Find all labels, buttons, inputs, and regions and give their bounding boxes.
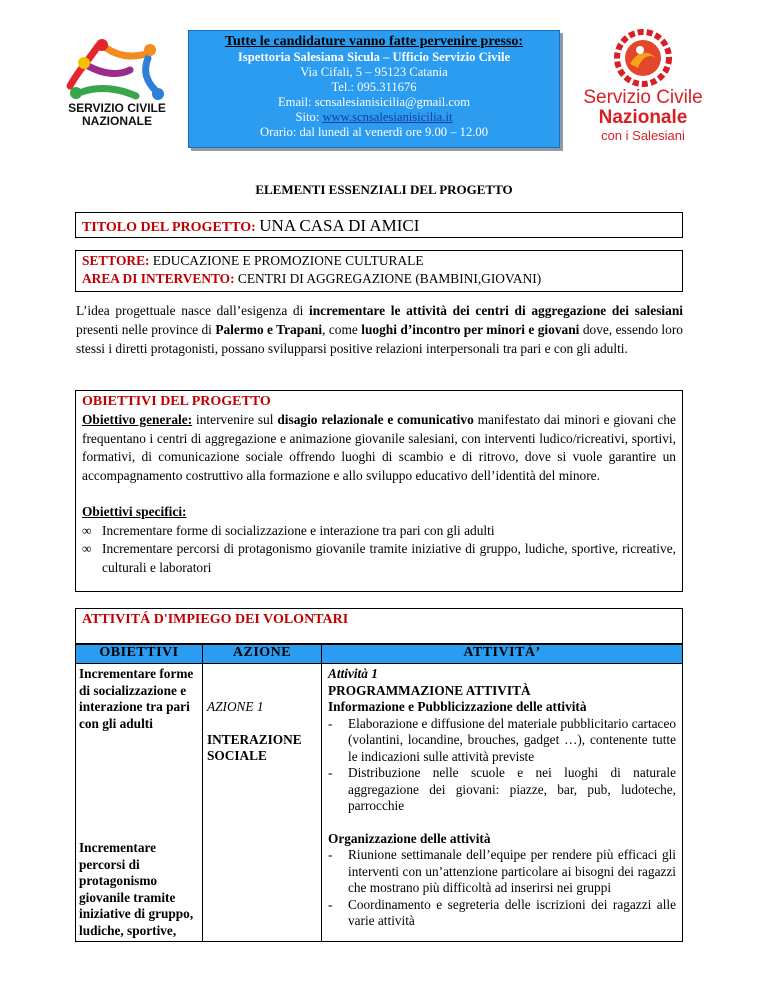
logo-right-line2: Nazionale <box>598 107 688 128</box>
list-item <box>328 716 676 766</box>
activity-title: PROGRAMMAZIONE ATTIVITÀ <box>328 682 531 698</box>
area-label: AREA DI INTERVENTO: <box>82 271 235 286</box>
logo-right-line1: Servizio Civile <box>583 87 703 108</box>
column-header-action: AZIONE <box>203 645 322 664</box>
action-label: AZIONE 1 <box>207 699 264 714</box>
contact-phone: Tel.: 095.311676 <box>331 80 417 94</box>
objective-2: Incrementare percorsi di protagonismo giovanile tramite iniziative di gruppo, ludiche, sportive, <box>79 840 194 938</box>
general-objective-bold: disagio relazionale e comunicativo <box>277 412 474 427</box>
contact-org: Ispettoria Salesiana Sicula – Ufficio Servizio Civile <box>237 50 511 64</box>
objectives-title: OBIETTIVI DEL PROGETTO <box>82 394 271 409</box>
intro-bold: luoghi d’incontro per minori e giovani <box>361 322 580 337</box>
specific-objectives-label: Obiettivi specifici: <box>82 504 187 519</box>
servizio-civile-salesiani-logo <box>568 28 718 148</box>
sector-value: EDUCAZIONE E PROMOZIONE CULTURALE <box>152 253 424 268</box>
subsection-title: Organizzazione delle attività <box>328 830 491 846</box>
list-item <box>82 540 676 577</box>
activities-table <box>75 644 683 942</box>
list-item <box>328 847 676 897</box>
contact-header: Tutte le candidature vanno fatte pervenire presso <box>224 34 519 49</box>
contact-address: Via Cifali, 5 – 95123 Catania <box>300 65 448 79</box>
servizio-civile-nazionale-logo <box>58 36 176 146</box>
intro-text: L’idea progettuale nasce dall’esigenza di <box>76 303 310 318</box>
contact-site-link[interactable]: www.scnsalesianisicilia.it <box>322 110 453 124</box>
document-heading: ELEMENTI ESSENZIALI DEL PROGETTO <box>255 182 513 197</box>
general-objective-text: intervenire sul <box>192 412 278 427</box>
contact-site-label: Sito: <box>295 110 323 124</box>
intro-paragraph <box>76 301 683 358</box>
project-title-label: TITOLO DEL PROGETTO: <box>82 220 256 235</box>
general-objective <box>82 411 676 485</box>
dash-bullet: - <box>328 765 333 780</box>
table-row <box>76 664 683 942</box>
list-item-text: Incrementare percorsi di protagonismo giovanile tramite iniziative di gruppo, ludiche, sportive, ricreative, culturali e laboratori <box>102 541 676 575</box>
activities-cell <box>322 664 683 942</box>
action-name: INTERAZIONE SOCIALE <box>207 731 302 763</box>
intro-text: presenti nelle province di <box>76 322 216 337</box>
salesiani-emblem-icon <box>568 28 718 88</box>
project-title-value: UNA CASA DI AMICI <box>259 216 420 235</box>
project-title-box <box>75 212 683 238</box>
dash-bullet: - <box>328 847 333 862</box>
infinity-bullet-icon: ∞ <box>82 541 92 556</box>
list-item-text: Coordinamento e segreteria delle iscrizioni dei ragazzi alle varie attività <box>348 896 676 928</box>
intro-bold: Palermo e Trapani <box>215 322 323 337</box>
list-item <box>328 765 676 815</box>
list-item <box>328 897 676 930</box>
contact-header-colon: : <box>518 34 524 49</box>
activity-number: Attività 1 <box>328 666 378 681</box>
star-people-icon <box>58 36 176 102</box>
general-objective-text: manifestato dai minori e giovani che frequentano i centri di aggregazione e animazione giovanile salesiani, con interventi ludico/ricreativi, sportivi, formativi, di comunicazione sociale offrendo luoghi di scambio e di ritrovo, dove si vuole garantire un accompagnamento costruttivo alla formazione e allo sviluppo educativo dell’identità del minore. <box>82 412 676 483</box>
general-objective-label: Obiettivo generale: <box>82 412 193 427</box>
list-item-text: Elaborazione e diffusione del materiale pubblicitario cartaceo (volantini, locandine, brouches, gadget …), contenente tutte le indicazioni sulle attività previste <box>348 715 676 764</box>
infinity-bullet-icon: ∞ <box>82 522 92 538</box>
sector-label: SETTORE: <box>82 253 150 268</box>
action-cell <box>203 664 322 942</box>
intro-text: dove, essendo loro stessi i diretti protagonisti, possano svilupparsi positive relazioni interpersonali tra pari e con gli adulti. <box>76 322 683 356</box>
objective-1: Incrementare forme di socializzazione e interazione tra pari con gli adulti <box>79 666 194 731</box>
dash-bullet: - <box>328 896 333 912</box>
table-header-row <box>76 645 683 664</box>
contact-info-box <box>188 30 560 148</box>
objectives-box <box>75 390 683 592</box>
activities-title: ATTIVITÁ D'IMPIEGO DEI VOLONTARI <box>82 612 349 627</box>
list-item-text: Incrementare forme di socializzazione e interazione tra pari con gli adulti <box>102 522 495 538</box>
sector-box <box>75 250 683 292</box>
area-value: CENTRI DI AGGREGAZIONE (BAMBINI,GIOVANI) <box>237 271 542 286</box>
intro-text: , come <box>322 322 362 337</box>
logo-right-line3: con i Salesiani <box>601 128 685 143</box>
column-header-activities: ATTIVITÀ’ <box>322 645 683 664</box>
contact-email: Email: scnsalesianisicilia@gmail.com <box>277 95 471 109</box>
list-item <box>82 522 676 541</box>
dash-bullet: - <box>328 715 333 731</box>
logo-caption-line2: NAZIONALE <box>82 114 152 128</box>
activities-title-box <box>75 608 683 644</box>
list-item-text: Riunione settimanale dell’equipe per rendere più efficaci gli interventi con un’attenzione particolare ai bisogni dei ragazzi che mostrano più difficoltà ad inserirsi nei gruppi <box>348 847 676 895</box>
logo-caption-line1: SERVIZIO CIVILE <box>68 101 166 115</box>
column-header-objectives: OBIETTIVI <box>76 645 203 664</box>
list-item-text: Distribuzione nelle scuole e nei luoghi di naturale aggregazione dei giovani: piazze, bar, pub, ludoteche, parrocchie <box>348 765 676 813</box>
subsection-title: Informazione e Pubblicizzazione delle attività <box>328 699 587 714</box>
objectives-cell <box>76 664 203 942</box>
intro-bold: incrementare le attività dei centri di aggregazione dei salesiani <box>309 303 683 318</box>
contact-hours: Orario: dal lunedì al venerdì ore 9.00 – 12.00 <box>259 125 489 139</box>
